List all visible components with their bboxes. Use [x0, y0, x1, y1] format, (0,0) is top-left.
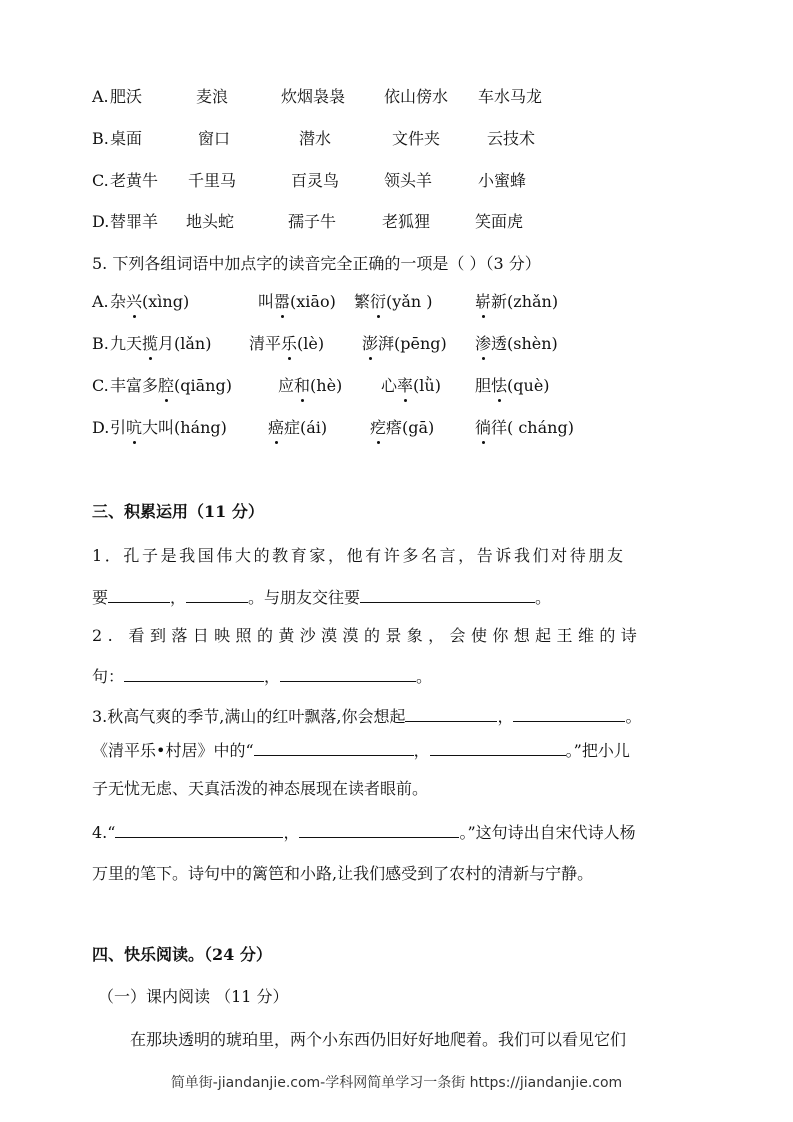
dotted-char: 兴	[126, 292, 143, 311]
pinyin-item: 徜徉( cháng)	[475, 418, 574, 437]
option-letter: C.	[92, 171, 109, 190]
dotted-char: 吭	[126, 418, 143, 437]
page-footer: 简单街-jiandanjie.com-学科网简单学习一条街 https://jiandanjie.com	[170, 1075, 623, 1091]
s3-q4-line1: 4.“ ， 。”这句诗出自宋代诗人杨	[92, 823, 636, 842]
dotted-char: 和	[294, 376, 311, 395]
answer-blank[interactable]	[360, 587, 535, 603]
dotted-char: 渗	[475, 334, 492, 353]
answer-blank[interactable]	[430, 740, 566, 756]
pinyin-item: 丰富多腔(qiāng)	[110, 376, 232, 395]
answer-blank[interactable]	[513, 706, 625, 722]
section-4-subtitle: （一）课内阅读 （11 分）	[98, 987, 289, 1006]
option-word: 百灵鸟	[291, 171, 340, 190]
dotted-char: 崭	[475, 292, 492, 311]
pinyin-item: 引吭大叫(háng)	[110, 418, 227, 437]
answer-blank[interactable]	[108, 587, 170, 603]
dotted-char: 徜	[475, 418, 492, 437]
option-word: 千里马	[188, 171, 237, 190]
answer-blank[interactable]	[124, 666, 264, 682]
option-word: 潜水	[299, 129, 332, 148]
section-3-title: 三、积累运用（11 分）	[92, 502, 264, 521]
option-word: 依山傍水	[384, 87, 449, 106]
dotted-char: 率	[397, 376, 414, 395]
option-word: 炊烟袅袅	[281, 87, 346, 106]
reading-paragraph: 在那块透明的琥珀里，两个小东西仍旧好好地爬着。我们可以看见它们	[130, 1030, 627, 1049]
section-4-title: 四、快乐阅读。（24 分）	[92, 945, 272, 964]
answer-blank[interactable]	[115, 822, 283, 838]
answer-blank[interactable]	[254, 740, 414, 756]
s3-q3-line1: 3.秋高气爽的季节,满山的红叶飘落,你会想起 ， 。	[92, 707, 642, 726]
option-word: 领头羊	[384, 171, 433, 190]
s3-q4-line2: 万里的笔下。诗句中的篱笆和小路,让我们感受到了农村的清新与宁静。	[92, 864, 594, 883]
pinyin-item: 叫嚣(xiāo)	[258, 292, 336, 311]
s3-q1-line2: 要 ， 。与朋友交往要 。	[92, 588, 552, 607]
answer-blank[interactable]	[299, 822, 459, 838]
option-word: 麦浪	[196, 87, 229, 106]
option-word: 车水马龙	[478, 87, 543, 106]
option-letter: A.	[92, 87, 109, 106]
option-letter: A.	[92, 292, 109, 311]
pinyin-item: 繁衍(yǎn )	[354, 292, 433, 311]
dotted-char: 揽	[142, 334, 159, 353]
option-word: 肥沃	[110, 87, 143, 106]
option-word: 地头蛇	[186, 212, 235, 231]
option-word: 云技术	[487, 129, 536, 148]
s3-q3-line3: 子无忧无虑、天真活泼的神态展现在读者眼前。	[92, 779, 429, 798]
s3-q1-line1: 1．孔子是我国伟大的教育家，他有许多名言，告诉我们对待朋友	[92, 546, 626, 565]
pinyin-item: 澎湃(pēng)	[362, 334, 447, 353]
pinyin-item: 清平乐(lè)	[249, 334, 325, 353]
option-word: 窗口	[198, 129, 231, 148]
answer-blank[interactable]	[186, 587, 248, 603]
q5-stem: 5. 下列各组词语中加点字的读音完全正确的一项是（ ）（3 分）	[92, 254, 541, 273]
answer-blank[interactable]	[405, 706, 497, 722]
option-word: 笑面虎	[475, 212, 524, 231]
pinyin-item: 杂兴(xìng)	[110, 292, 190, 311]
pinyin-item: 渗透(shèn)	[475, 334, 558, 353]
dotted-char: 乐	[281, 334, 298, 353]
option-word: 替罪羊	[110, 212, 159, 231]
option-letter: B.	[92, 334, 109, 353]
pinyin-item: 疙瘩(gā)	[370, 418, 435, 437]
s3-q2-line1: 2. 看到落日映照的黄沙漠漠的景象，会使你想起王维的诗	[92, 626, 643, 645]
option-letter: C.	[92, 376, 109, 395]
dotted-char: 怯	[491, 376, 508, 395]
answer-blank[interactable]	[280, 666, 416, 682]
option-word: 文件夹	[392, 129, 441, 148]
dotted-char: 嚣	[274, 292, 291, 311]
option-word: 老狐狸	[382, 212, 431, 231]
option-letter: D.	[92, 212, 110, 231]
dotted-char: 澎	[362, 334, 379, 353]
option-word: 孺子牛	[288, 212, 337, 231]
dotted-char: 癌	[268, 418, 285, 437]
s3-q2-line2: 句： ， 。	[92, 667, 433, 686]
dotted-char: 疙	[370, 418, 387, 437]
option-word: 桌面	[110, 129, 143, 148]
option-letter: B.	[92, 129, 109, 148]
pinyin-item: 胆怯(què)	[475, 376, 550, 395]
option-word: 老黄牛	[110, 171, 159, 190]
option-letter: D.	[92, 418, 110, 437]
pinyin-item: 应和(hè)	[278, 376, 343, 395]
pinyin-item: 癌症(ái)	[268, 418, 328, 437]
s3-q3-line2: 《清平乐•村居》中的“ ， 。”把小儿	[92, 741, 630, 760]
dotted-char: 衍	[370, 292, 387, 311]
option-word: 小蜜蜂	[478, 171, 527, 190]
pinyin-item: 心率(lǜ)	[381, 376, 441, 395]
pinyin-item: 九天揽月(lǎn)	[110, 334, 212, 353]
dotted-char: 腔	[158, 376, 175, 395]
pinyin-item: 崭新(zhǎn)	[475, 292, 559, 311]
